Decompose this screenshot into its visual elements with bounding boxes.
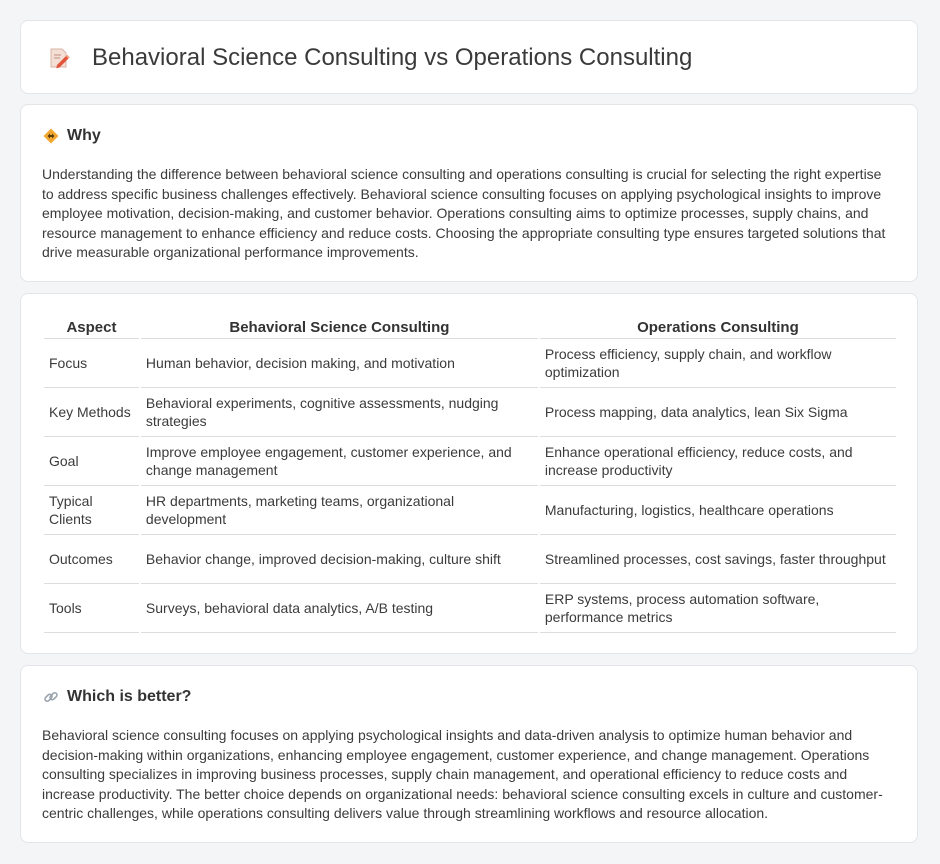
table-row: [44, 535, 896, 584]
table-cell: Focus: [44, 339, 139, 388]
table-cell: Goal: [44, 437, 139, 486]
comparison-section: [20, 293, 918, 654]
table-cell: HR departments, marketing teams, organizational development: [141, 486, 538, 535]
title-card: [20, 20, 918, 94]
table-cell: Process efficiency, supply chain, and workflow optimization: [540, 339, 896, 388]
table-row: [44, 388, 896, 437]
table-cell: Tools: [44, 584, 139, 633]
table-cell: Process mapping, data analytics, lean Six Sigma: [540, 388, 896, 437]
table-cell: Surveys, behavioral data analytics, A/B testing: [141, 584, 538, 633]
link-icon: [43, 689, 59, 705]
table-cell: Behavioral experiments, cognitive assessments, nudging strategies: [141, 388, 538, 437]
why-heading: Why: [67, 127, 101, 144]
header-behavioral: Behavioral Science Consulting: [141, 316, 538, 339]
table-row: [44, 486, 896, 535]
table-cell: ERP systems, process automation software, performance metrics: [540, 584, 896, 633]
table-header-row: [44, 316, 896, 339]
why-body: Understanding the difference between behavioral science consulting and operations consulting is crucial for selecting the right expertise to address specific business challenges effectively. Behavioral science consulting focuses on applying psychological insights to improve employee motivation, decision-making, and customer behavior. Operations consulting aims to optimize processes, supply chains, and resource management to enhance efficiency and reduce costs. Choosing the appropriate consulting type ensures targeted solutions that drive measurable organizational performance improvements.: [42, 166, 886, 261]
table-cell: Streamlined processes, cost savings, faster throughput: [540, 535, 896, 584]
table-cell: Behavior change, improved decision-making, culture shift: [141, 535, 538, 584]
table-cell: Typical Clients: [44, 486, 139, 535]
table-cell: Human behavior, decision making, and motivation: [141, 339, 538, 388]
better-header: [43, 686, 191, 708]
header-operations: Operations Consulting: [540, 316, 896, 339]
document-pencil-icon: [47, 46, 71, 70]
page-title: Behavioral Science Consulting vs Operations Consulting: [92, 44, 693, 71]
better-heading: Which is better?: [67, 688, 192, 705]
table-cell: Improve employee engagement, customer experience, and change management: [141, 437, 538, 486]
comparison-table: [42, 316, 898, 633]
why-section: [20, 104, 918, 282]
table-cell: Key Methods: [44, 388, 139, 437]
diamond-arrows-icon: [43, 128, 59, 144]
table-cell: Outcomes: [44, 535, 139, 584]
table-row: [44, 339, 896, 388]
better-body: Behavioral science consulting focuses on applying psychological insights and data-driven analysis to optimize human behavior and decision-making within organizations, enhancing employee engagement, customer experience, and change management. Operations consulting specializes in improving business processes, supply chain management, and operational efficiency to reduce costs and increase productivity. The better choice depends on organizational needs: behavioral science consulting excels in culture and customer-centric challenges, while operations consulting delivers value through streamlining workflows and resource allocation.: [42, 727, 883, 822]
table-cell: Enhance operational efficiency, reduce costs, and increase productivity: [540, 437, 896, 486]
why-header: [43, 125, 101, 147]
table-cell: Manufacturing, logistics, healthcare operations: [540, 486, 896, 535]
table-row: [44, 437, 896, 486]
table-row: [44, 584, 896, 633]
which-is-better-section: [20, 665, 918, 843]
header-aspect: Aspect: [44, 316, 139, 339]
